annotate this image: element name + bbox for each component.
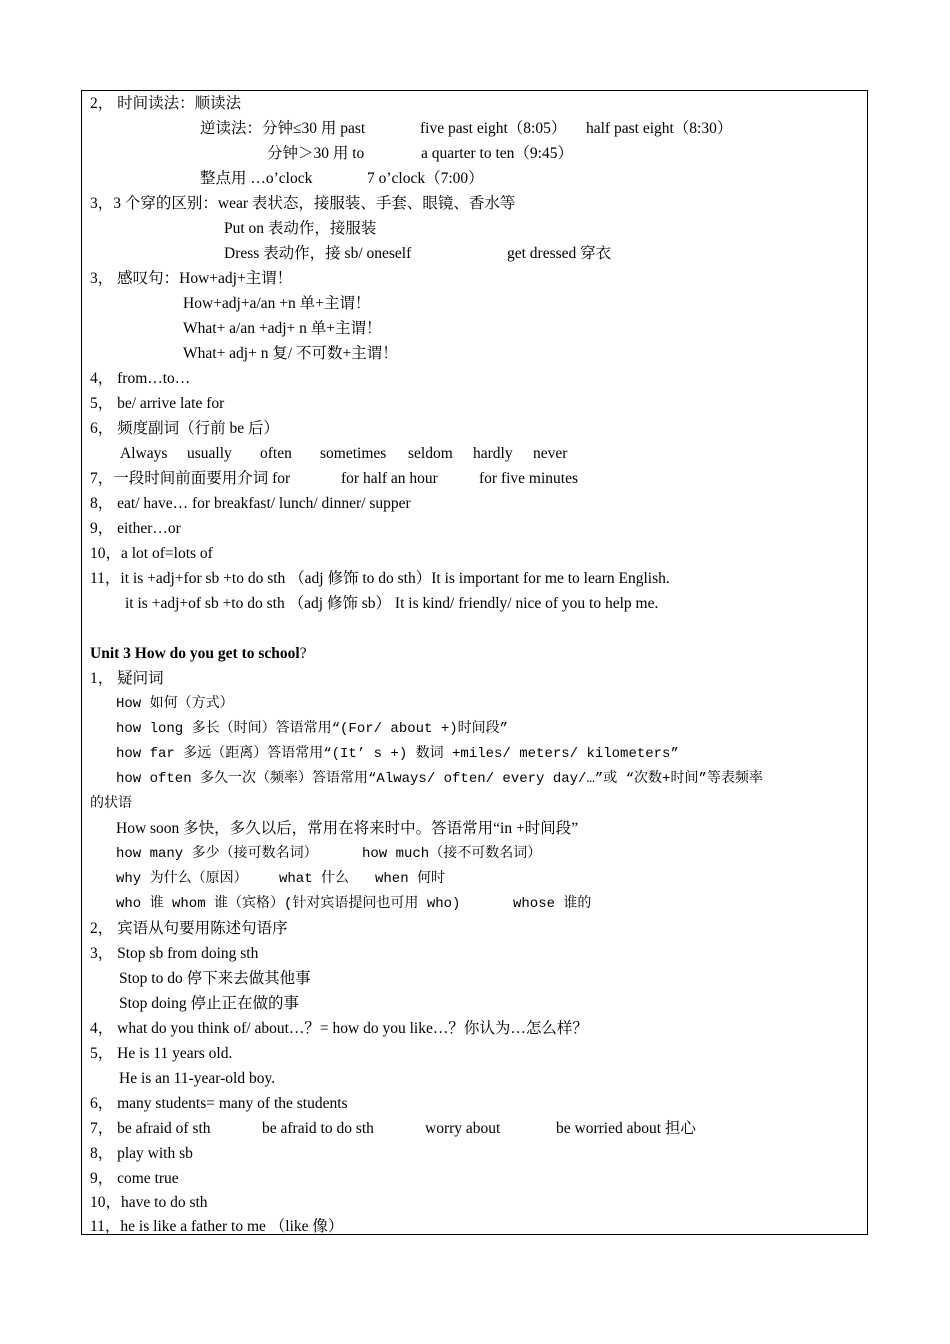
how-often: how often 多久一次（频率）答语常用“Always/ often/ every day/…”或 “次数+时间”等表频率 [116,771,763,787]
adverb-seldom: seldom [408,445,453,462]
exclamation-how: 3， 感叹句：How+adj+主谓！ [90,270,293,287]
oclock-rule: 整点用 …o’clock [200,170,313,187]
dress-line: Dress 表动作，接 sb/ oneself [224,245,412,262]
time-reading-line: 2， 时间读法：顺读法 [90,95,242,112]
it-is-for: 11，it is +adj+for sb +to do sth （adj 修饰 to do sth）It is important for me to learn English. [90,570,670,587]
unit3-heading-text: Unit 3 How do you get to school [90,645,300,662]
it-is-of: it is +adj+of sb +to do sth （adj 修饰 sb） It is kind/ friendly/ nice of you to help me. [125,595,659,612]
example-700: 7 o’clock（7:00） [367,170,484,187]
how-way: How 如何（方式） [116,696,234,712]
example-830: half past eight（8:30） [586,120,733,137]
question-words: 1， 疑问词 [90,670,164,687]
adverb-hardly: hardly [473,445,513,462]
afraid-to: be afraid to do sth [262,1120,374,1137]
how-far: how far 多远（距离）答语常用“(It’ s +) 数词 +miles/ meters/ kilometers” [116,746,679,762]
have-to: 10，have to do sth [90,1194,208,1211]
unit3-heading-mark: ? [299,645,307,662]
unit3-heading [90,645,307,663]
adverb-always: Always [120,445,168,462]
years-old: 5， He is 11 years old. [90,1045,233,1062]
exclamation-what: What+ a/an +adj+ n 单+主谓！ [183,320,382,337]
wear-difference: 3，3 个穿的区别：wear 表状态，接服装、手套、眼镜、香水等 [90,195,516,212]
exclamation-how-n: How+adj+a/an +n 单+主谓！ [183,295,371,312]
adverb-sometimes: sometimes [320,445,387,462]
many-students: 6， many students= many of the students [90,1095,348,1112]
come-true: 9， come true [90,1170,179,1187]
for-half-hour: for half an hour [341,470,438,487]
how-soon: How soon 多快，多久以后，常用在将来时中。答语常用“in +时间段” [116,820,579,837]
a-lot-of: 10，a lot of=lots of [90,545,213,562]
object-clause: 2， 宾语从句要用陈述句语序 [90,920,288,937]
worried-about: be worried about 担心 [556,1120,696,1137]
who-whom: who 谁 whom 谁（宾格）(针对宾语提问也可用 who) [116,896,461,912]
adverb-often: often [260,445,292,462]
stop-sb-from: 3， Stop sb from doing sth [90,945,259,962]
for-five-minutes: for five minutes [479,470,579,487]
how-often-cont: 的状语 [90,796,132,812]
when: when 何时 [375,871,446,887]
exclamation-what-plural: What+ adj+ n 复/ 不可数+主谓！ [183,345,398,362]
get-dressed: get dressed 穿衣 [507,245,612,262]
frequency-adverbs: 6， 频度副词（行前 be 后） [90,420,280,437]
why: why 为什么（原因） [116,871,248,887]
adverb-never: never [533,445,568,462]
stop-doing: Stop doing 停止正在做的事 [119,995,299,1012]
worry-about: worry about [425,1120,501,1137]
afraid-of: 7， be afraid of sth [90,1120,211,1137]
meals-line: 8， eat/ have… for breakfast/ lunch/ dinner/ supper [90,495,411,512]
either-or: 9， either…or [90,520,181,537]
adverb-usually: usually [187,445,232,462]
how-long: how long 多长（时间）答语常用“(For/ about +)时间段” [116,721,509,737]
what-do-you-think: 4， what do you think of/ about…？= how do you like…？你认为…怎么样？ [90,1020,588,1037]
example-805: five past eight（8:05） [420,120,567,137]
play-with: 8， play with sb [90,1145,193,1162]
example-945: a quarter to ten（9:45） [421,145,573,162]
what: what 什么 [279,871,350,887]
how-much: how much（接不可数名词） [362,846,542,862]
reverse-reading-past: 逆读法：分钟≤30 用 past [200,120,366,137]
year-old-boy: He is an 11-year-old boy. [119,1070,276,1087]
reverse-reading-to: 分钟＞30 用 to [267,145,365,162]
from-to: 4， from…to… [90,370,191,387]
late-for: 5， be/ arrive late for [90,395,225,412]
stop-to-do: Stop to do 停下来去做其他事 [119,970,311,987]
whose: whose 谁的 [513,896,592,912]
how-many: how many 多少（接可数名词） [116,846,318,862]
like-father: 11，he is like a father to me （like 像） [90,1218,344,1235]
put-on-line: Put on 表动作，接服装 [224,220,377,237]
period-for: 7，一段时间前面要用介词 for [90,470,291,487]
